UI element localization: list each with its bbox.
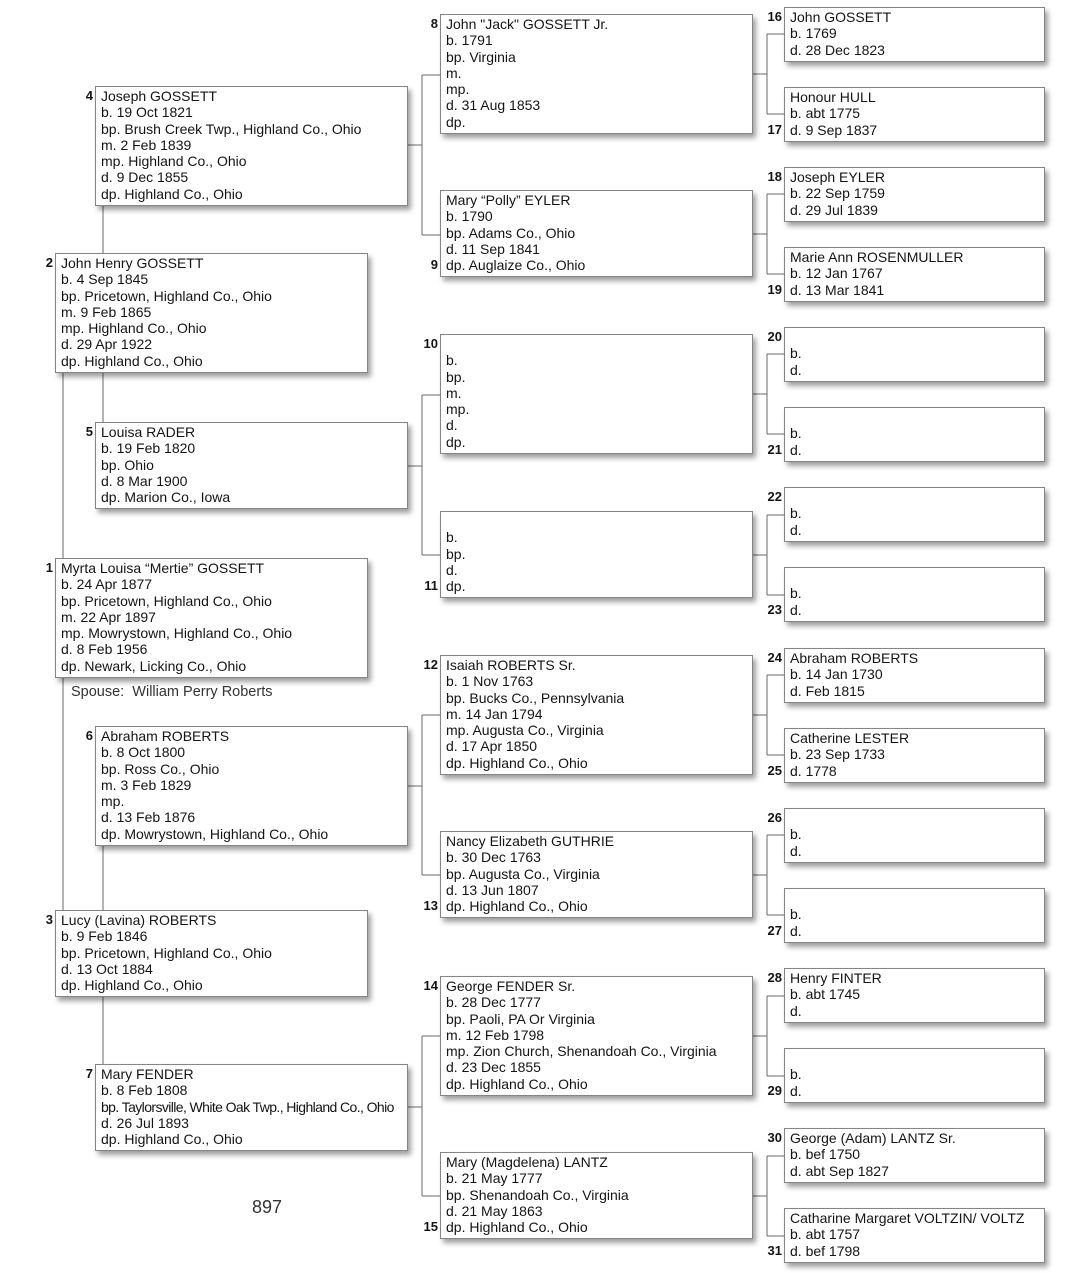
ahnentafel-number: 15 — [423, 1219, 438, 1235]
ahnentafel-number: 3 — [45, 912, 53, 927]
ahnentafel-number: 16 — [767, 9, 782, 24]
ahnentafel-number: 22 — [767, 489, 782, 504]
birth-date: b. 8 Oct 1800 — [101, 744, 186, 761]
death-date: d. 13 Feb 1876 — [101, 809, 196, 826]
death-place: dp. Highland Co., Ohio — [61, 352, 203, 369]
person-name — [790, 489, 1040, 505]
person-name — [790, 409, 1040, 425]
spouse-name: William Perry Roberts — [132, 684, 273, 700]
birth-place: bp. Adams Co., Ohio — [446, 224, 576, 241]
marriage-date: m. — [446, 384, 462, 401]
person-box-20 — [767, 327, 1045, 382]
marriage-date: m. 2 Feb 1839 — [101, 136, 192, 153]
person-name: Abraham ROBERTS — [790, 650, 919, 666]
death-date: d. 11 Sep 1841 — [446, 240, 540, 257]
birth-date: b. — [790, 1066, 802, 1083]
birth-date: b. — [790, 826, 802, 843]
birth-place: bp. Paoli, PA Or Virginia — [446, 1010, 595, 1027]
marriage-place: mp. — [446, 401, 470, 418]
person-box-11 — [424, 511, 753, 598]
birth-date: b. 1 Nov 1763 — [446, 673, 534, 690]
ahnentafel-number: 31 — [767, 1242, 782, 1258]
person-name — [790, 569, 1040, 585]
death-date: d. — [790, 922, 802, 939]
birth-date: b. 14 Jan 1730 — [790, 666, 883, 683]
person-box-3 — [45, 910, 368, 997]
birth-date: b. 23 Sep 1733 — [790, 746, 885, 763]
death-date: d. 28 Dec 1823 — [790, 41, 885, 58]
death-date: d. 13 Mar 1841 — [790, 281, 885, 298]
marriage-place: mp. — [446, 81, 470, 98]
death-date: d. 13 Jun 1807 — [446, 881, 539, 898]
birth-date: b. abt 1775 — [790, 105, 861, 122]
birth-date: b. bef 1750 — [790, 1146, 861, 1163]
person-box-19 — [767, 247, 1045, 302]
person-name: Mary FENDER — [101, 1066, 194, 1082]
marriage-place: mp. Highland Co., Ohio — [101, 153, 247, 170]
person-name: Abraham ROBERTS — [101, 728, 230, 744]
death-date: d. 29 Apr 1922 — [61, 336, 153, 353]
death-date: d. — [790, 601, 802, 618]
birth-date: b. 12 Jan 1767 — [790, 265, 883, 282]
person-name — [790, 810, 1040, 826]
marriage-place: mp. Augusta Co., Virginia — [446, 722, 604, 739]
death-date: d. 9 Dec 1855 — [101, 169, 189, 186]
birth-date: b. — [790, 906, 802, 923]
person-box-28 — [767, 968, 1045, 1023]
birth-place: bp. Virginia — [446, 48, 516, 65]
death-place: dp. Newark, Licking Co., Ohio — [61, 657, 247, 674]
death-date: d. 26 Jul 1893 — [101, 1114, 189, 1131]
person-box-7 — [85, 1064, 408, 1151]
birth-place: bp. Augusta Co., Virginia — [446, 865, 600, 882]
person-name — [790, 1050, 1040, 1066]
person-box-15 — [423, 1152, 753, 1239]
person-box-16 — [767, 7, 1045, 62]
birth-date: b. 1791 — [446, 32, 493, 49]
death-place: dp. Highland Co., Ohio — [101, 185, 243, 202]
death-place: dp. — [446, 578, 466, 595]
ahnentafel-number: 6 — [85, 728, 93, 743]
birth-date: b. — [446, 352, 458, 369]
birth-date: b. 1769 — [790, 25, 837, 42]
birth-date: b. 9 Feb 1846 — [61, 928, 148, 945]
death-date: d. 8 Feb 1956 — [61, 641, 148, 658]
death-place: dp. Highland Co., Ohio — [61, 977, 203, 994]
person-box-12 — [423, 655, 753, 775]
birth-date: b. 30 Dec 1763 — [446, 849, 541, 866]
person-name: John GOSSETT — [790, 9, 892, 25]
person-box-25 — [767, 728, 1045, 783]
marriage-date: m. 3 Feb 1829 — [101, 776, 192, 793]
ahnentafel-number: 28 — [767, 970, 782, 985]
birth-date: b. 19 Feb 1820 — [101, 440, 196, 457]
birth-date: b. — [446, 529, 458, 546]
page-number: 897 — [252, 1197, 283, 1217]
birth-date: b. 19 Oct 1821 — [101, 104, 193, 121]
death-date: d. — [790, 441, 802, 458]
death-date: d. 1778 — [790, 762, 837, 779]
marriage-place: mp. Mowrystown, Highland Co., Ohio — [61, 625, 293, 642]
birth-date: b. 22 Sep 1759 — [790, 185, 885, 202]
spouse-line — [71, 684, 272, 700]
person-box-29 — [767, 1048, 1045, 1103]
marriage-place: mp. Zion Church, Shenandoah Co., Virginia — [446, 1043, 717, 1060]
person-box-5 — [85, 422, 408, 509]
person-name: Myrta Louisa “Mertie” GOSSETT — [61, 560, 265, 576]
birth-date: b. 24 Apr 1877 — [61, 576, 153, 593]
person-name — [790, 329, 1040, 345]
person-name: John "Jack" GOSSETT Jr. — [446, 16, 609, 32]
death-date: d. — [790, 1002, 802, 1019]
ahnentafel-number: 14 — [423, 978, 438, 993]
person-box-31 — [767, 1208, 1045, 1263]
birth-date: b. — [790, 585, 802, 602]
birth-place: bp. Pricetown, Highland Co., Ohio — [61, 592, 272, 609]
person-name: Mary (Magdelena) LANTZ — [446, 1154, 608, 1170]
death-date: d. abt Sep 1827 — [790, 1162, 889, 1179]
birth-date: b. abt 1745 — [790, 986, 861, 1003]
ahnentafel-number: 30 — [767, 1130, 782, 1145]
person-box-24 — [767, 648, 1045, 703]
death-place: dp. Highland Co., Ohio — [446, 1075, 588, 1092]
death-date: d. 9 Sep 1837 — [790, 121, 878, 138]
ahnentafel-number: 23 — [767, 601, 782, 617]
marriage-date: m. — [446, 64, 462, 81]
death-date: d. — [790, 361, 802, 378]
death-place: dp. Highland Co., Ohio — [101, 1131, 243, 1148]
birth-place: bp. Pricetown, Highland Co., Ohio — [61, 287, 272, 304]
person-name: Joseph GOSSETT — [101, 88, 217, 104]
ahnentafel-number: 24 — [767, 650, 782, 665]
person-name: Honour HULL — [790, 89, 876, 105]
person-box-4 — [85, 86, 408, 206]
ahnentafel-number: 4 — [85, 88, 93, 103]
ahnentafel-number: 29 — [767, 1082, 782, 1098]
death-date: d. Feb 1815 — [790, 682, 865, 699]
ahnentafel-number: 17 — [767, 121, 782, 137]
birth-place: bp. Taylorsville, White Oak Twp., Highland Co., Ohio — [101, 1098, 394, 1115]
person-box-26 — [767, 808, 1045, 863]
ahnentafel-number: 11 — [424, 578, 438, 594]
ahnentafel-number: 1 — [45, 560, 53, 575]
person-box-6 — [85, 726, 408, 846]
person-name: George (Adam) LANTZ Sr. — [790, 1130, 956, 1146]
birth-place: bp. Pricetown, Highland Co., Ohio — [61, 944, 272, 961]
death-date: d. 29 Jul 1839 — [790, 201, 878, 218]
person-box-14 — [423, 976, 753, 1096]
death-date: d. 31 Aug 1853 — [446, 97, 541, 114]
ahnentafel-number: 12 — [423, 657, 438, 672]
person-box-23 — [767, 567, 1045, 622]
person-name: Mary “Polly” EYLER — [446, 192, 571, 208]
marriage-date: m. 14 Jan 1794 — [446, 705, 543, 722]
death-place: dp. Auglaize Co., Ohio — [446, 257, 586, 274]
ahnentafel-number: 2 — [45, 255, 53, 270]
person-box-2 — [45, 253, 368, 373]
death-date: d. 21 May 1863 — [446, 1202, 543, 1219]
person-box-9 — [430, 190, 753, 277]
ahnentafel-number: 25 — [767, 762, 782, 778]
ahnentafel-number: 26 — [767, 810, 782, 825]
death-place: dp. — [446, 433, 466, 450]
person-box-1 — [45, 558, 368, 678]
birth-place: bp. — [446, 368, 466, 385]
ahnentafel-number: 10 — [423, 336, 438, 351]
ahnentafel-number: 18 — [767, 169, 782, 184]
person-name: Nancy Elizabeth GUTHRIE — [446, 833, 615, 849]
person-box-30 — [767, 1128, 1045, 1183]
death-date: d. 13 Oct 1884 — [61, 960, 153, 977]
birth-date: b. 8 Feb 1808 — [101, 1082, 188, 1099]
birth-date: b. — [790, 425, 802, 442]
person-name: Lucy (Lavina) ROBERTS — [61, 912, 217, 928]
birth-place: bp. — [446, 545, 466, 562]
person-name: Marie Ann ROSENMULLER — [790, 249, 964, 265]
person-box-27 — [767, 888, 1045, 943]
person-name: Joseph EYLER — [790, 169, 885, 185]
birth-date: b. abt 1757 — [790, 1226, 861, 1243]
person-name: Catharine Margaret VOLTZIN/ VOLTZ — [790, 1210, 1025, 1226]
person-box-17 — [767, 87, 1045, 142]
person-name — [790, 890, 1040, 906]
death-place: dp. — [446, 113, 466, 130]
person-name — [446, 513, 748, 529]
person-box-13 — [423, 831, 753, 918]
ahnentafel-number: 9 — [430, 257, 438, 273]
birth-date: b. 1790 — [446, 208, 493, 225]
person-name: Henry FINTER — [790, 970, 882, 986]
person-box-22 — [767, 487, 1045, 542]
person-name: John Henry GOSSETT — [61, 255, 204, 271]
person-box-8 — [430, 14, 753, 134]
death-date: d. bef 1798 — [790, 1242, 861, 1259]
marriage-date: m. 9 Feb 1865 — [61, 303, 152, 320]
marriage-place: mp. Highland Co., Ohio — [61, 320, 207, 337]
death-place: dp. Mowrystown, Highland Co., Ohio — [101, 825, 329, 842]
death-date: d. — [790, 1082, 802, 1099]
ahnentafel-number: 7 — [85, 1066, 93, 1081]
death-place: dp. Highland Co., Ohio — [446, 754, 588, 771]
birth-place: bp. Ross Co., Ohio — [101, 760, 220, 777]
birth-place: bp. Shenandoah Co., Virginia — [446, 1186, 629, 1203]
person-box-10 — [423, 334, 753, 454]
person-name — [446, 336, 748, 352]
ahnentafel-number: 27 — [767, 922, 782, 938]
marriage-place: mp. — [101, 793, 125, 810]
person-name: Louisa RADER — [101, 424, 196, 440]
death-place: dp. Highland Co., Ohio — [446, 898, 588, 915]
ahnentafel-number: 5 — [85, 424, 93, 439]
birth-date: b. 4 Sep 1845 — [61, 271, 149, 288]
birth-date: b. 28 Dec 1777 — [446, 994, 541, 1011]
person-name: Catherine LESTER — [790, 730, 910, 746]
death-place: dp. Highland Co., Ohio — [446, 1219, 588, 1236]
person-name: Isaiah ROBERTS Sr. — [446, 657, 576, 673]
person-name: George FENDER Sr. — [446, 978, 576, 994]
death-place: dp. Marion Co., Iowa — [101, 489, 231, 506]
death-date: d. — [446, 417, 458, 434]
ahnentafel-number: 21 — [767, 441, 782, 457]
person-box-18 — [767, 167, 1045, 222]
birth-date: b. — [790, 345, 802, 362]
ahnentafel-number: 13 — [423, 898, 438, 914]
birth-place: bp. Brush Creek Twp., Highland Co., Ohio — [101, 120, 362, 137]
ahnentafel-number: 19 — [767, 281, 782, 297]
death-date: d. — [790, 521, 802, 538]
birth-place: bp. Bucks Co., Pennsylvania — [446, 689, 625, 706]
ahnentafel-number: 20 — [767, 329, 782, 344]
death-date: d. — [446, 561, 458, 578]
birth-date: b. 21 May 1777 — [446, 1170, 543, 1187]
person-box-21 — [767, 407, 1045, 462]
death-date: d. 23 Dec 1855 — [446, 1059, 541, 1076]
ahnentafel-number: 8 — [430, 16, 438, 31]
death-date: d. — [790, 842, 802, 859]
death-date: d. 17 Apr 1850 — [446, 738, 538, 755]
spouse-label: Spouse: — [71, 684, 125, 700]
birth-date: b. — [790, 505, 802, 522]
death-date: d. 8 Mar 1900 — [101, 472, 188, 489]
birth-place: bp. Ohio — [101, 456, 154, 473]
marriage-date: m. 12 Feb 1798 — [446, 1026, 545, 1043]
marriage-date: m. 22 Apr 1897 — [61, 608, 156, 625]
